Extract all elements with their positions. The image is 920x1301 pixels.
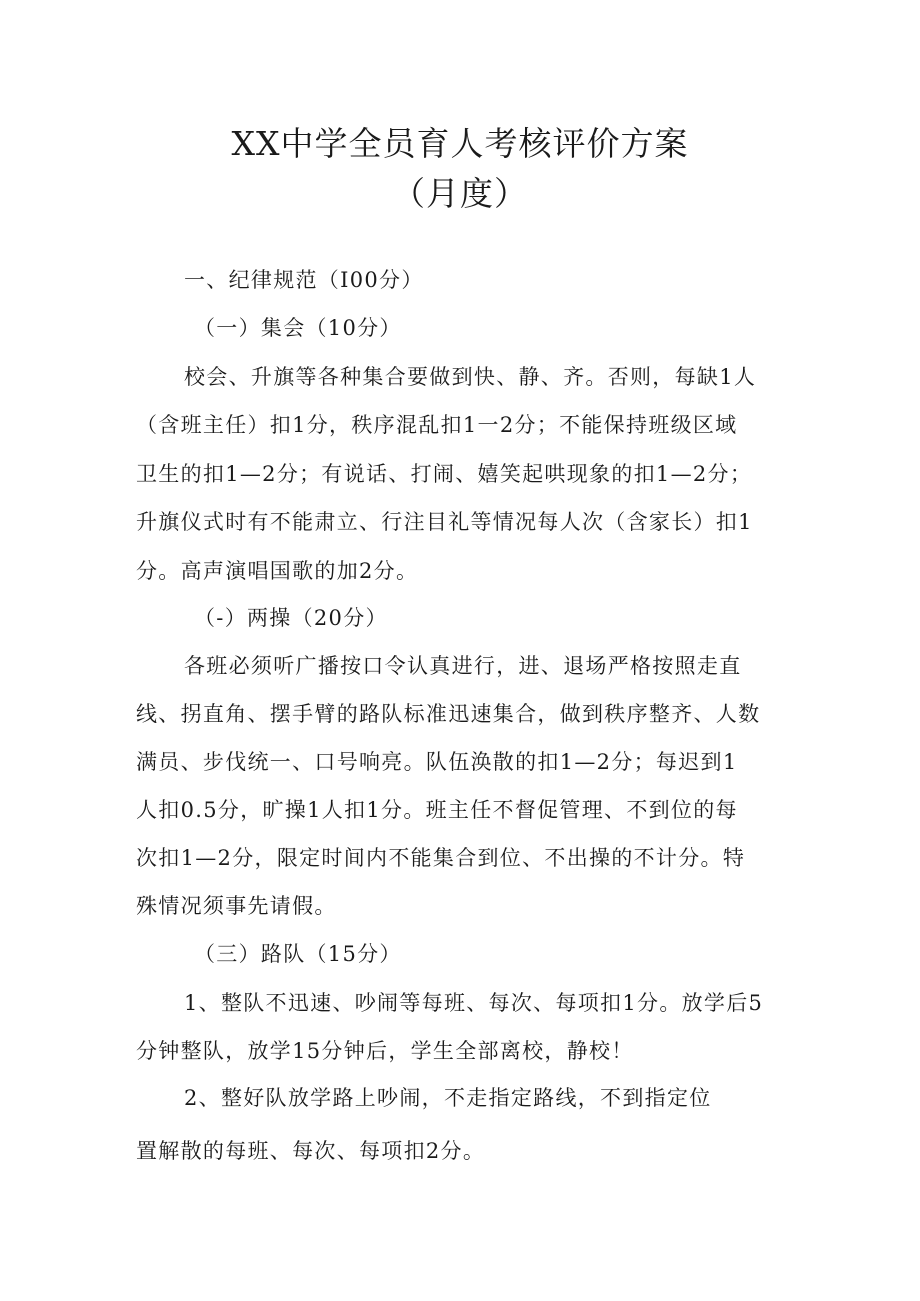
paragraph-line: 满员、步伐统一、口号响亮。队伍涣散的扣1—2分；每迟到1 [136,750,738,774]
paragraph-line: （含班主任）扣1分，秩序混乱扣1一2分；不能保持班级区域 [136,413,738,437]
paragraph-line: 分。高声演唱国歌的加2分。 [136,559,419,583]
paragraph-line: 校会、升旗等各种集合要做到快、静、齐。否则，每缺1人 [184,365,757,389]
paragraph-line: 各班必须听广播按口令认真进行，进、退场严格按照走直 [184,654,742,678]
paragraph-line: 置解散的每班、每次、每项扣2分。 [136,1139,486,1163]
subsection-heading-route-queue: （三）路队（15分） [194,942,402,966]
subsection-heading-assembly: （一）集会（10分） [194,316,402,340]
paragraph-line: 2、整好队放学路上吵闹，不走指定路线，不到指定位 [184,1086,712,1110]
subsection-heading-exercises: （-）两操（20分） [194,606,388,630]
paragraph-line: 线、拐直角、摆手臂的路队标准迅速集合，做到秩序整齐、人数 [136,702,761,726]
paragraph-line: 次扣1—2分，限定时间内不能集合到位、不出操的不计分。特 [136,846,746,870]
document-title: XX中学全员育人考核评价方案 [231,124,689,163]
paragraph-line: 殊情况须事先请假。 [136,894,337,918]
document-subtitle: （月度） [392,174,528,213]
section-heading: 一、纪律规范（I00分） [184,268,424,292]
paragraph-line: 分钟整队，放学15分钟后，学生全部离校，静校！ [136,1039,634,1063]
paragraph-line: 1、整队不迅速、吵闹等每班、每次、每项扣1分。放学后5 [184,991,764,1015]
paragraph-line: 升旗仪式时有不能肃立、行注目礼等情况每人次（含家长）扣1 [136,510,753,534]
paragraph-line: 人扣0.5分，旷操1人扣1分。班主任不督促管理、不到位的每 [136,798,738,822]
paragraph-line: 卫生的扣1—2分；有说话、打闹、嬉笑起哄现象的扣1—2分； [136,462,753,486]
